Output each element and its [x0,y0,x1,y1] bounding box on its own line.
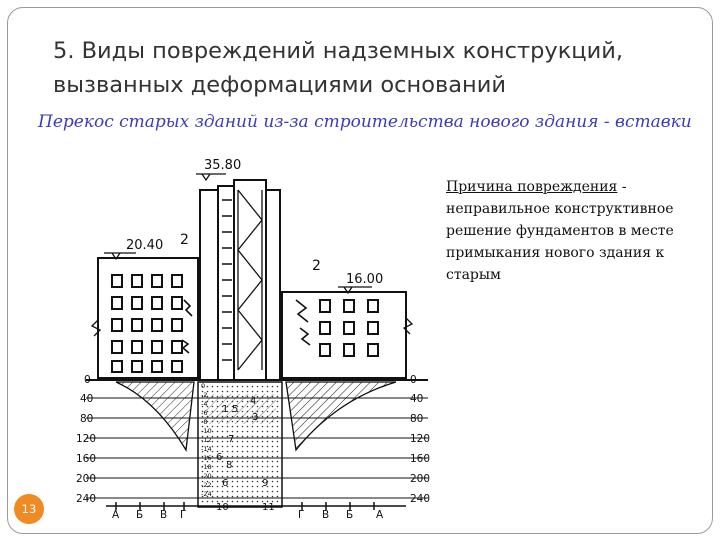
title-line-2: вызванных деформациями оснований [53,72,506,98]
axis-letter: Б [136,509,144,521]
center-depth-label: -4 [201,400,208,408]
layer-number: 6 [222,478,229,489]
title-line-1: 5. Виды повреждений надземных конструкций, [53,38,624,64]
center-depth-label: -16 [201,454,212,462]
slide-title [53,34,673,102]
depth-left-label: 240 [76,493,97,505]
axis-letter: В [160,509,168,521]
page-number-badge: 13 [14,494,44,524]
axis-letter: Г [180,509,187,521]
depth-labels-right [410,374,430,505]
center-depth-label: -6 [201,409,208,417]
height-mark-left-label: 20.40 [126,238,164,253]
center-depth-label: -10 [201,427,212,435]
new-building-floors [222,200,232,360]
center-depth-label: -14 [201,445,212,453]
left-crack-marks [182,300,192,353]
center-depth-label: -24 [201,490,212,498]
layer-number: 7 [228,434,235,445]
depth-left-label: 0 [84,374,91,386]
axis-letter: Г [298,509,305,521]
depth-left-label: 80 [80,413,94,425]
layer-number: 9 [262,478,269,489]
center-depth-label: -20 [201,472,212,480]
height-mark-right [338,272,383,293]
left-settlement-curve [116,382,194,450]
center-depth-label: -12 [201,436,212,444]
axis-letter: В [322,509,330,521]
layer-number: 6 [216,452,223,463]
right-settlement-curve [286,382,396,450]
cause-description: неправильное конструктивное решение фундаментов в месте примыкания нового здания к старым [446,201,674,283]
layer-number: 10 [216,502,229,513]
depth-left-label: 120 [76,433,97,445]
height-mark-right-label: 16.00 [346,272,384,287]
depth-labels-left [76,374,96,505]
cause-label: Причина повреждения [446,179,618,195]
depth-left-label: 160 [76,453,97,465]
axis-letter: Б [346,509,354,521]
center-depth-label: 0 [201,382,206,390]
axis-letter: А [376,509,384,521]
left-old-building [92,258,198,378]
depth-right-label: 240 [410,493,431,505]
axis-letter: А [112,509,120,521]
right-crack-marks [296,300,310,345]
depth-right-label: 0 [410,374,417,386]
depth-right-label: 40 [410,393,424,405]
depth-right-label: 80 [410,413,424,425]
layer-number: 5 [232,404,239,415]
height-mark-new-label: 35.80 [204,158,242,173]
depth-right-label: 160 [410,453,431,465]
bottom-axis-letters [112,509,384,521]
layer-number: 8 [226,460,233,471]
left-building-windows [112,275,182,372]
new-building-braces [238,190,262,370]
depth-left-label: 200 [76,473,97,485]
damage-mark-right: 2 [312,258,321,274]
damage-mark-left: 2 [180,232,189,248]
cause-dash: - [617,179,627,195]
layer-number: 1 [222,404,229,415]
foundation-ground [86,380,431,510]
layer-number: 4 [250,396,257,407]
height-mark-new [196,158,241,180]
depth-left-label: 40 [80,393,94,405]
layer-number: 11 [262,502,275,513]
right-old-building [282,292,412,378]
center-depth-label: -18 [201,463,212,471]
center-depth-label: -8 [201,418,208,426]
slide-subtitle: Перекос старых зданий из-за строительства нового здания - вставки [38,112,692,132]
right-building-windows [320,300,378,356]
height-mark-left [104,238,163,259]
new-building-insert [200,180,280,380]
depth-right-label: 200 [410,473,431,485]
layer-number: 3 [252,412,259,423]
center-depth-label: -22 [201,481,212,489]
settlement-diagram [76,150,438,522]
center-depth-label: -2 [201,391,208,399]
depth-right-label: 120 [410,433,431,445]
cause-text-block [446,176,696,286]
